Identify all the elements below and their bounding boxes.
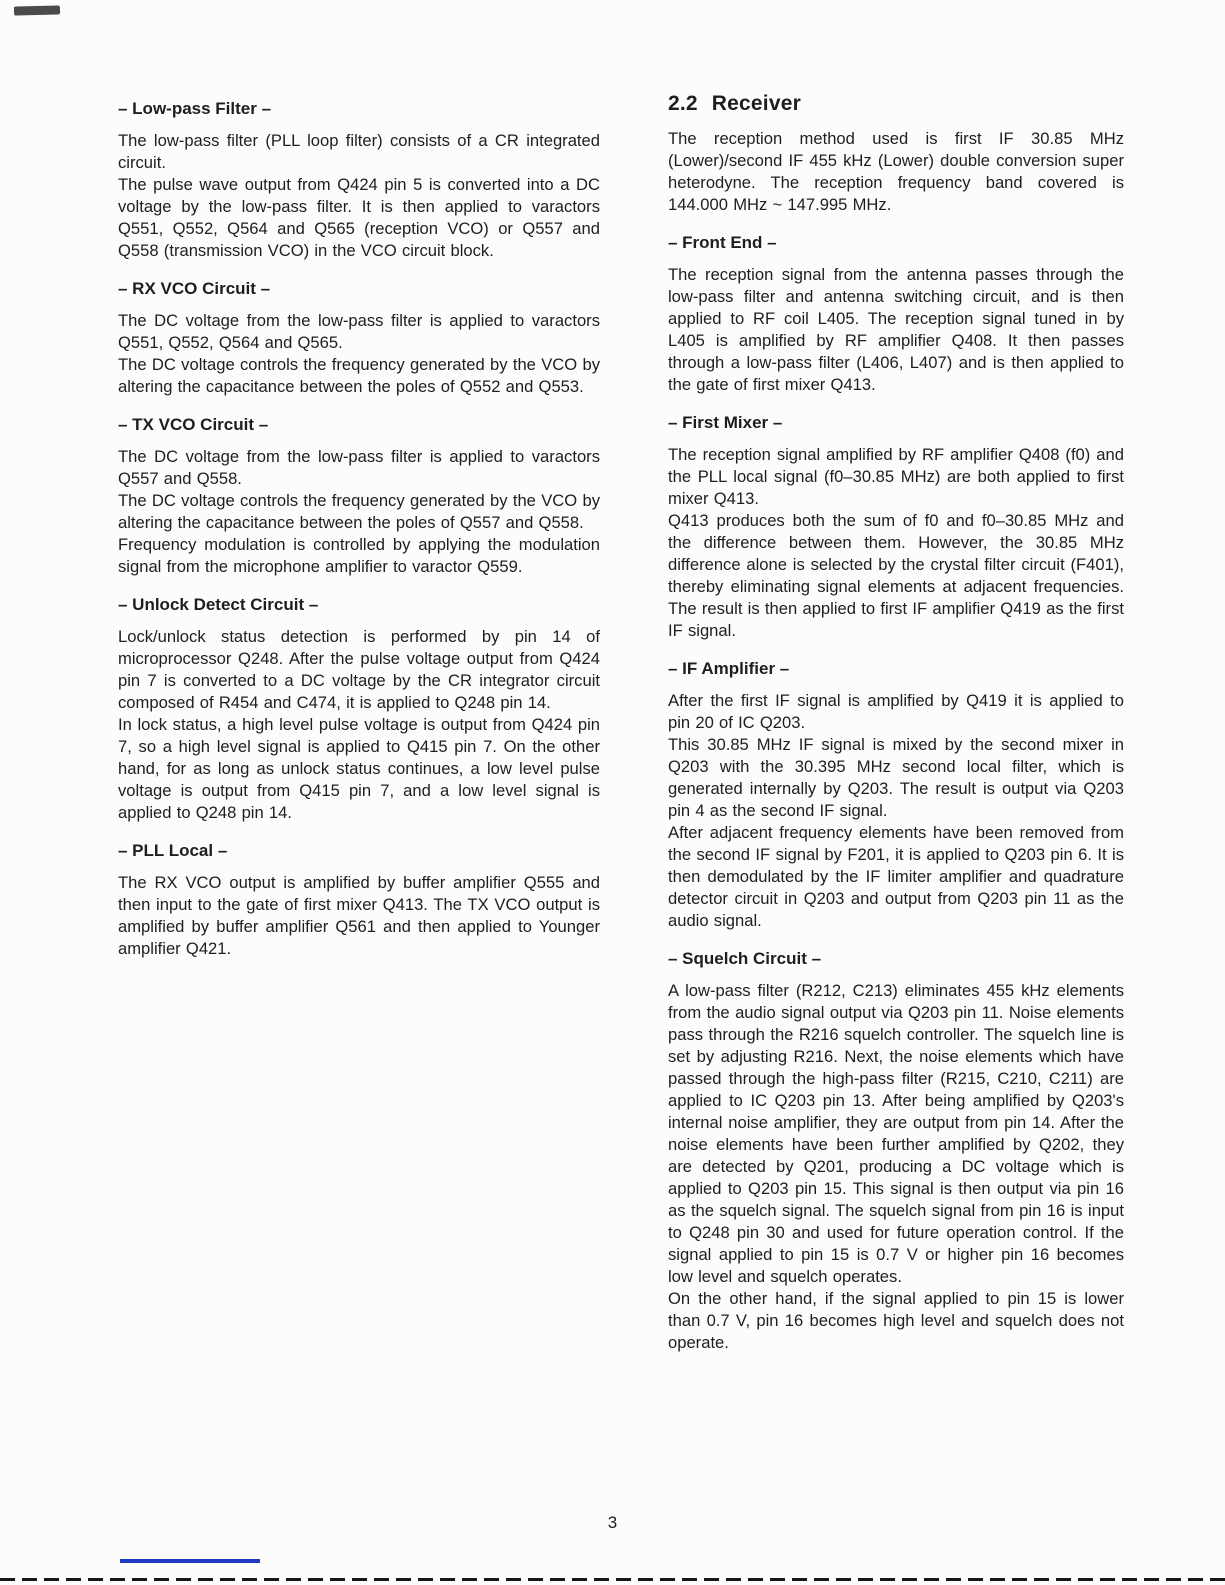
paragraph: In lock status, a high level pulse voltage is output from Q424 pin 7, so a high level signal is applied to Q415 pin 7. On the other hand, for as long as unlock status continues, a low level pulse voltage is output from Q415 pin 7, and a low level signal is applied to Q248 pin 14. [118, 715, 600, 822]
section-heading: – Unlock Detect Circuit – [118, 595, 319, 614]
paragraph: After the first IF signal is amplified by Q419 it is applied to pin 20 of IC Q203. [668, 691, 1124, 732]
section-rx-vco-circuit [118, 278, 600, 398]
paragraph: The low-pass filter (PLL loop filter) consists of a CR integrated circuit. [118, 131, 600, 172]
section-front-end [668, 232, 1124, 396]
section-heading: – First Mixer – [668, 413, 783, 432]
section-title-text: Receiver [711, 92, 801, 115]
left-column [118, 92, 600, 960]
section-heading: – Low-pass Filter – [118, 99, 272, 118]
paragraph: After adjacent frequency elements have been removed from the second IF signal by F201, it is applied to Q203 pin 6. It is then demodulated by the IF limiter amplifier and quadrature detector circuit in Q203 and output from Q203 pin 11 as the audio signal. [668, 823, 1124, 930]
paragraph: The DC voltage controls the frequency generated by the VCO by altering the capacitance between the poles of Q557 and Q558. [118, 491, 600, 532]
paragraph: A low-pass filter (R212, C213) eliminates 455 kHz elements from the audio signal output via Q203 pin 11. Noise elements pass through the R216 squelch controller. The squelch line is set by adjusting R216. Next, the noise elements which have passed through the high-pass filter (R215, C210, C211) are applied to IC Q203 pin 13. After being amplified by Q203's internal noise amplifier, they are output from pin 14. After the noise elements have been further amplified by Q202, they are detected by Q201, producing a DC voltage which is applied to Q203 pin 15. This signal is then output via pin 16 as the squelch signal. The squelch signal from pin 16 is input to Q248 pin 30 and used for future operation control. If the signal applied to pin 15 is 0.7 V or higher pin 16 becomes low level and squelch operates. [668, 981, 1124, 1286]
paragraph: The DC voltage controls the frequency generated by the VCO by altering the capacitance between the poles of Q552 and Q553. [118, 355, 600, 396]
section-if-amplifier [668, 658, 1124, 932]
paragraph: The DC voltage from the low-pass filter is applied to varactors Q551, Q552, Q564 and Q565. [118, 311, 600, 352]
blue-underline-mark [120, 1559, 260, 1563]
section-number: 2.2 [668, 92, 698, 115]
paragraph: The pulse wave output from Q424 pin 5 is converted into a DC voltage by the low-pass filter. It is then applied to varactors Q551, Q552, Q564 and Q565 (reception VCO) or Q557 and Q558 (transmission VCO) in the VCO circuit block. [118, 175, 600, 260]
paragraph: On the other hand, if the signal applied to pin 15 is lower than 0.7 V, pin 16 becomes high level and squelch does not operate. [668, 1289, 1124, 1352]
section-tx-vco-circuit [118, 414, 600, 578]
paragraph: The reception method used is first IF 30.85 MHz (Lower)/second IF 455 kHz (Lower) double conversion super heterodyne. The reception frequency band covered is 144.000 MHz ~ 147.995 MHz. [668, 129, 1124, 214]
section-squelch-circuit [668, 948, 1124, 1354]
paragraph: The reception signal from the antenna passes through the low-pass filter and antenna switching circuit, and is then applied to RF coil L405. The reception signal tuned in by L405 is amplified by RF amplifier Q408. It then passes through a low-pass filter (L406, L407) and is then applied to the gate of first mixer Q413. [668, 265, 1124, 394]
section-low-pass-filter [118, 98, 600, 262]
paragraph: The RX VCO output is amplified by buffer amplifier Q555 and then input to the gate of first mixer Q413. The TX VCO output is amplified by buffer amplifier Q561 and then applied to Younger amplifier Q421. [118, 873, 600, 958]
section-heading: – TX VCO Circuit – [118, 415, 269, 434]
paragraph: The reception signal amplified by RF amplifier Q408 (f0) and the PLL local signal (f0–30.85 MHz) are both applied to first mixer Q413. [668, 445, 1124, 508]
section-heading: – Squelch Circuit – [668, 949, 822, 968]
section-title-receiver [668, 92, 1124, 116]
section-first-mixer [668, 412, 1124, 642]
paragraph: Q413 produces both the sum of f0 and f0–30.85 MHz and the difference between them. However, the 30.85 MHz difference alone is selected by the crystal filter circuit (F401), thereby eliminating signal elements at adjacent frequencies. The result is then applied to first IF amplifier Q419 as the first IF signal. [668, 511, 1124, 640]
section-heading: – RX VCO Circuit – [118, 279, 271, 298]
page-number: 3 [607, 1513, 618, 1532]
section-heading: – IF Amplifier – [668, 659, 790, 678]
section-heading: – Front End – [668, 233, 777, 252]
scan-artifact [14, 5, 60, 15]
section-unlock-detect-circuit [118, 594, 600, 824]
paragraph: The DC voltage from the low-pass filter is applied to varactors Q557 and Q558. [118, 447, 600, 488]
section-heading: – PLL Local – [118, 841, 228, 860]
section-pll-local [118, 840, 600, 960]
paragraph: Lock/unlock status detection is performed by pin 14 of microprocessor Q248. After the pulse voltage output from Q424 pin 7 is converted to a DC voltage by the CR integrator circuit composed of R454 and C474, it is applied to Q248 pin 14. [118, 627, 600, 712]
paragraph: This 30.85 MHz IF signal is mixed by the second mixer in Q203 with the 30.395 MHz second local filter, which is generated internally by Q203. The result is output via Q203 pin 4 as the second IF signal. [668, 735, 1124, 820]
right-column [668, 92, 1124, 1354]
bottom-dashed-line [0, 1578, 1225, 1581]
paragraph: Frequency modulation is controlled by applying the modulation signal from the microphone amplifier to varactor Q559. [118, 535, 600, 576]
